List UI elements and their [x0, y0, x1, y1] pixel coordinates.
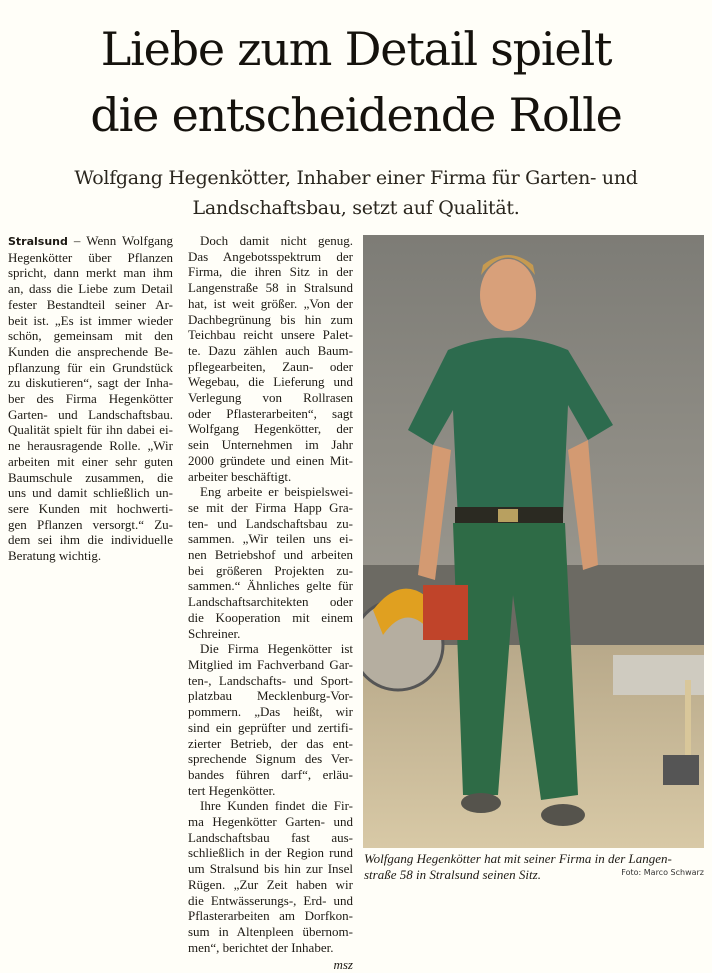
text-line: sind ein geprüfter und zertifi-: [188, 719, 353, 735]
text-line: [8, 548, 173, 564]
text-line: [8, 297, 173, 313]
photo-caption: [364, 851, 704, 883]
text-line: bandes führen darf“, erläu-: [188, 766, 353, 782]
text-line-content: Beratung wichtig.: [8, 548, 102, 564]
text-line: Doch damit nicht genug.: [200, 233, 353, 248]
text-line: [8, 422, 173, 438]
headline: [0, 16, 712, 148]
text-line-content: zu diskutieren“, sagt der Inha-: [8, 375, 173, 391]
text-line: arbeiter beschäftigt.: [188, 468, 292, 484]
dateline: Stralsund: [8, 235, 68, 248]
article-column-2: [188, 233, 353, 973]
text-line-content: Kunden die ansprechende Be-: [8, 343, 173, 359]
text-line: tert Hegenkötter.: [188, 782, 276, 798]
text-line: die Entwässerungs-, Erd- und: [188, 892, 353, 908]
text-line: um Stralsund bis hin zur Insel: [188, 861, 353, 877]
text-line-content: Baumschule zusammen, die: [8, 469, 173, 485]
text-line: [8, 454, 173, 470]
text-line-content: fester Bestandteil seiner Ar-: [8, 296, 173, 312]
text-line: platzbau Mecklenburg-Vor-: [188, 688, 353, 704]
text-line: [8, 360, 173, 376]
text-line: Verlegung von Rollrasen: [188, 390, 353, 406]
text-line: sum in Altenpleen übernom-: [188, 923, 353, 939]
text-line: pflegearbeiten, Zaun- oder: [188, 358, 353, 374]
text-line: Eng arbeite er beispielswei-: [200, 484, 353, 500]
text-line: Dachbegrünung bis hin zum: [188, 311, 353, 327]
text-line: men“, berichtet der Inhaber.: [188, 939, 334, 955]
text-line-content: gen Pflanzen versorgt.“ Zu-: [8, 516, 173, 532]
text-line: pommern. „Das heißt, wir: [188, 704, 353, 720]
article-column-1: [8, 233, 173, 564]
text-line-content: spricht, dann merkt man ihm: [8, 265, 173, 281]
subtitle-line-2: Landschaftsbau, setzt auf Qualität.: [192, 197, 520, 219]
text-line: Firma, die ihren Sitz in der: [188, 264, 353, 280]
headline-line-1: Liebe zum Detail spielt: [100, 22, 612, 76]
text-line-content: beit ist. „Es ist immer wieder: [8, 312, 173, 328]
paragraph: [188, 798, 353, 955]
photo-credit: Foto: Marco Schwarz: [621, 868, 704, 877]
text-line: Wolfgang Hegenkötter, der: [188, 421, 353, 437]
text-line-content: pflanzung für ein Grundstück: [8, 359, 173, 375]
text-line: Langenstraße 58 in Stralsund: [188, 280, 353, 296]
text-line: [8, 313, 173, 329]
text-line-content: dem sei ihm die individuelle: [8, 532, 173, 548]
text-line: ten-, Landschafts- und Sport-: [188, 672, 353, 688]
text-line: Mitglied im Fachverband Gar-: [188, 656, 353, 672]
text-line: zierter Betrieb, der das ent-: [188, 735, 353, 751]
text-line: sprechende Signum des Ver-: [188, 751, 353, 767]
paragraph: [188, 641, 353, 798]
text-line: Schreiner.: [188, 625, 241, 641]
subtitle-line-1: Wolfgang Hegenkötter, Inhaber einer Firma für Garten- und: [74, 167, 638, 189]
text-line: [8, 265, 173, 281]
text-line: Wegebau, die Lieferung und: [188, 374, 353, 390]
text-line: se mit der Firma Happ Gra-: [188, 499, 353, 515]
text-line: [8, 250, 173, 266]
text-line: [8, 344, 173, 360]
subtitle: [0, 163, 712, 223]
text-line: Teichbau reicht unsere Palet-: [188, 327, 353, 343]
text-line-content: sere Kunden mit hochwerti-: [8, 500, 173, 516]
text-line-content: Hegenkötter über Pflanzen: [8, 249, 173, 265]
text-line: [8, 281, 173, 297]
text-line: [8, 375, 173, 391]
text-line: Das Angebotsspektrum der: [188, 248, 353, 264]
author-initials: msz: [333, 957, 353, 973]
text-line: Landschaftsbau fast aus-: [188, 829, 353, 845]
article-photo: [363, 235, 704, 848]
text-line-content: ber des Firma Hegenkötter: [8, 391, 173, 407]
text-line: ma Hegenkötter Garten- und: [188, 814, 353, 830]
text-line-content: an, dass die Liebe zum Detail: [8, 281, 173, 297]
text-line: bei größeren Projekten zu-: [188, 562, 353, 578]
text-line: [8, 501, 173, 517]
text-line: nen Betriebshof und arbeiten: [188, 547, 353, 563]
caption-line-1: Wolfgang Hegenkötter hat mit seiner Firma in der Langen-: [364, 851, 672, 866]
text-line: Die Firma Hegenkötter ist: [200, 641, 353, 657]
headline-line-2: die entscheidende Rolle: [90, 88, 622, 142]
text-line: [8, 532, 173, 548]
paragraph: [188, 484, 353, 641]
text-line: [8, 407, 173, 423]
text-line: sammen.“ Ähnliches gelte für: [188, 578, 353, 594]
text-line-content: Garten- und Landschaftsbau.: [8, 406, 173, 422]
text-line: [8, 485, 173, 501]
text-line: hat, ist weit größer. „Von der: [188, 295, 353, 311]
text-line: Ihre Kunden findet die Fir-: [200, 798, 353, 814]
text-line-content: arbeiten mit einer sehr guten: [8, 453, 173, 469]
text-line-content: ne herausragende Rolle. „Wir: [8, 438, 173, 454]
text-line: [8, 328, 173, 344]
text-line: [8, 470, 173, 486]
text-line: [8, 438, 173, 454]
text-line-content: uns und damit schließlich un-: [8, 485, 173, 501]
text-line-content: Qualität spielt für ihn dabei ei-: [8, 422, 173, 438]
text-line: sammen. „Wir teilen uns ei-: [188, 531, 353, 547]
text-line: ten- und Landschaftsbau zu-: [188, 515, 353, 531]
text-line: die Kooperation mit einem: [188, 609, 353, 625]
text-line: Rügen. „Zur Zeit haben wir: [188, 876, 353, 892]
text-line: Landschaftsarchitekten oder: [188, 594, 353, 610]
paragraph: [188, 233, 353, 484]
text-line-content: schön, gemeinsam mit den: [8, 328, 173, 344]
text-line: [8, 391, 173, 407]
text-line: Pflasterarbeiten am Dorfkon-: [188, 908, 353, 924]
text-line: [8, 233, 173, 250]
text-line: 2000 gründete und einen Mit-: [188, 452, 353, 468]
caption-line-2: straße 58 in Stralsund seinen Sitz.: [364, 867, 541, 882]
text-line: sein Unternehmen im Jahr: [188, 437, 353, 453]
text-line: oder Pflasterarbeiten“, sagt: [188, 405, 353, 421]
photo-illustration: [363, 235, 704, 848]
text-line: te. Dazu zählen auch Baum-: [188, 342, 353, 358]
text-line: schließlich in der Region rund: [188, 845, 353, 861]
text-line: [8, 517, 173, 533]
text-line-content: – Wenn Wolfgang: [67, 233, 173, 248]
